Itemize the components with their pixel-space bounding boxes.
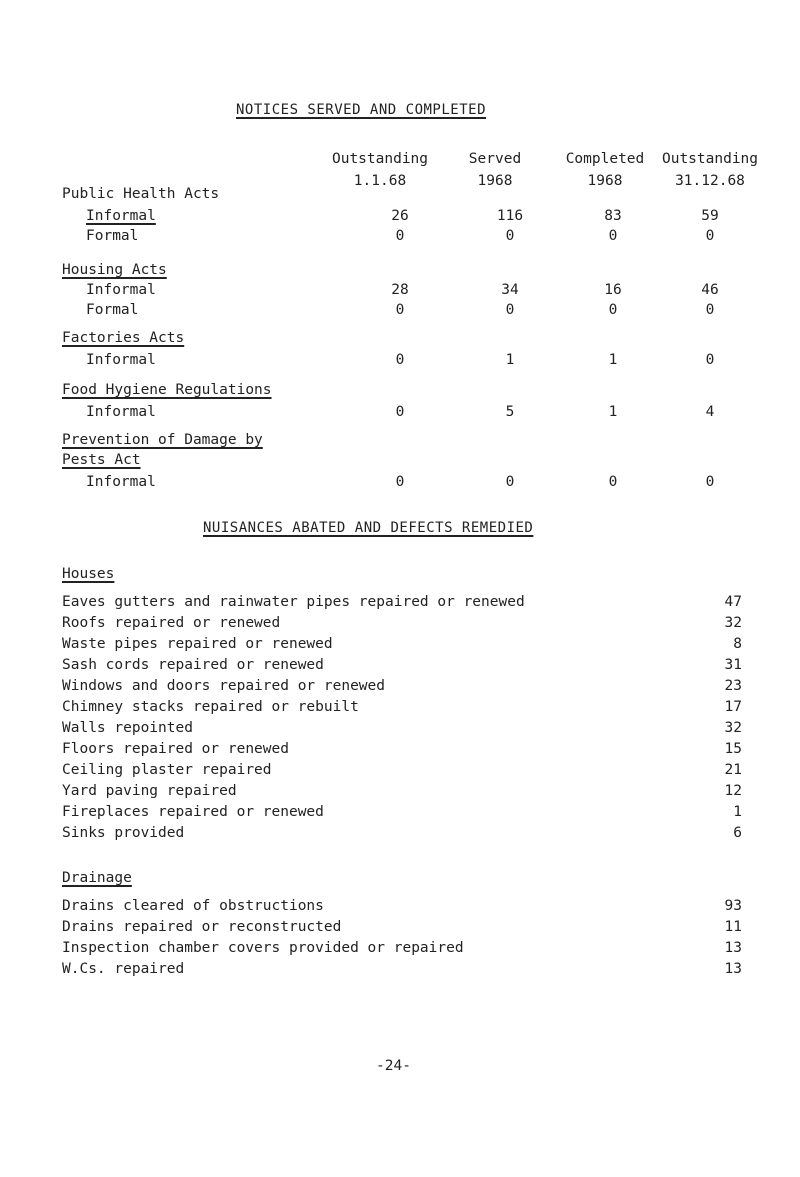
- item-value: 47: [724, 594, 742, 610]
- table-row: [0, 228, 800, 248]
- column-header-outstanding-start: [310, 148, 450, 192]
- list-item: [62, 594, 742, 614]
- column-header-outstanding-end: [640, 148, 780, 192]
- item-value: 1: [733, 804, 742, 820]
- item-text: Waste pipes repaired or renewed: [62, 636, 333, 652]
- list-item: [62, 741, 742, 761]
- cell-served: 34: [501, 282, 519, 298]
- item-value: 32: [724, 720, 742, 736]
- item-value: 13: [724, 940, 742, 956]
- list-item: [62, 940, 742, 960]
- houses-subheading: Houses: [62, 566, 115, 582]
- item-text: Walls repointed: [62, 720, 193, 736]
- item-value: 31: [724, 657, 742, 673]
- list-item: [62, 636, 742, 656]
- list-item: [62, 919, 742, 939]
- cell-outstanding-end: 0: [705, 228, 715, 244]
- row-label: Informal: [86, 474, 156, 490]
- row-label: Formal: [86, 302, 139, 318]
- section-title-pests-act: Pests Act: [62, 452, 141, 468]
- item-value: 12: [724, 783, 742, 799]
- notices-title: NOTICES SERVED AND COMPLETED: [236, 102, 487, 118]
- item-value: 15: [724, 741, 742, 757]
- item-value: 6: [733, 825, 742, 841]
- item-text: Floors repaired or renewed: [62, 741, 289, 757]
- cell-outstanding-end: 4: [705, 404, 715, 420]
- column-header-line2: 1968: [477, 173, 513, 189]
- nuisances-title: NUISANCES ABATED AND DEFECTS REMEDIED: [203, 520, 534, 536]
- cell-outstanding-start: 28: [391, 282, 409, 298]
- list-item: [62, 783, 742, 803]
- cell-outstanding-start: 0: [395, 474, 405, 490]
- section-title-food-hygiene-regulations: Food Hygiene Regulations: [62, 382, 272, 398]
- row-label: Informal: [86, 208, 156, 224]
- cell-served: 0: [505, 474, 515, 490]
- column-header-line2: 1.1.68: [353, 173, 407, 189]
- item-text: Yard paving repaired: [62, 783, 237, 799]
- list-item: [62, 678, 742, 698]
- table-row: [0, 404, 800, 424]
- cell-completed: 0: [608, 474, 618, 490]
- section-title-prevention-of-damage: Prevention of Damage by: [62, 432, 263, 448]
- column-header-served: [440, 148, 550, 192]
- column-header-line1: Outstanding: [331, 151, 429, 167]
- item-text: Sash cords repaired or renewed: [62, 657, 324, 673]
- cell-served: 116: [496, 208, 524, 224]
- item-text: Eaves gutters and rainwater pipes repaired or renewed: [62, 594, 525, 610]
- table-row: [0, 474, 800, 494]
- item-text: Fireplaces repaired or renewed: [62, 804, 324, 820]
- row-label: Informal: [86, 352, 156, 368]
- list-item: [62, 615, 742, 635]
- cell-served: 0: [505, 228, 515, 244]
- item-value: 13: [724, 961, 742, 977]
- item-text: Ceiling plaster repaired: [62, 762, 272, 778]
- section-title-housing-acts: Housing Acts: [62, 262, 167, 278]
- cell-outstanding-start: 0: [395, 352, 405, 368]
- item-value: 17: [724, 699, 742, 715]
- cell-outstanding-end: 0: [705, 352, 715, 368]
- item-value: 23: [724, 678, 742, 694]
- item-text: Inspection chamber covers provided or repaired: [62, 940, 464, 956]
- cell-outstanding-end: 59: [701, 208, 719, 224]
- cell-completed: 0: [608, 228, 618, 244]
- cell-outstanding-end: 0: [705, 474, 715, 490]
- table-row: [0, 352, 800, 372]
- item-text: Drains cleared of obstructions: [62, 898, 324, 914]
- cell-completed: 1: [608, 352, 618, 368]
- cell-outstanding-start: 0: [395, 228, 405, 244]
- section-title-factories-acts: Factories Acts: [62, 330, 185, 346]
- cell-completed: 83: [604, 208, 622, 224]
- item-text: Drains repaired or reconstructed: [62, 919, 342, 935]
- list-item: [62, 657, 742, 677]
- list-item: [62, 961, 742, 981]
- list-item: [62, 699, 742, 719]
- cell-completed: 16: [604, 282, 622, 298]
- page-number: -24-: [376, 1058, 411, 1074]
- cell-served: 5: [505, 404, 515, 420]
- item-value: 93: [724, 898, 742, 914]
- cell-completed: 0: [608, 302, 618, 318]
- cell-outstanding-end: 0: [705, 302, 715, 318]
- table-row: [0, 282, 800, 302]
- item-text: W.Cs. repaired: [62, 961, 185, 977]
- list-item: [62, 720, 742, 740]
- row-label: Informal: [86, 282, 156, 298]
- cell-outstanding-start: 0: [395, 404, 405, 420]
- row-label: Informal: [86, 404, 156, 420]
- table-row: [0, 302, 800, 322]
- column-header-line1: Served: [468, 151, 522, 167]
- table-row: [0, 208, 800, 228]
- item-value: 32: [724, 615, 742, 631]
- section-title-public-health-acts: Public Health Acts: [62, 186, 220, 202]
- list-item: [62, 825, 742, 845]
- list-item: [62, 898, 742, 918]
- list-item: [62, 804, 742, 824]
- item-value: 11: [724, 919, 742, 935]
- column-header-line1: Completed: [565, 151, 645, 167]
- column-header-line2: 1968: [587, 173, 623, 189]
- column-header-line1: Outstanding: [661, 151, 759, 167]
- item-text: Chimney stacks repaired or rebuilt: [62, 699, 359, 715]
- list-item: [62, 762, 742, 782]
- drainage-subheading: Drainage: [62, 870, 132, 886]
- item-value: 21: [724, 762, 742, 778]
- item-text: Sinks provided: [62, 825, 185, 841]
- cell-completed: 1: [608, 404, 618, 420]
- cell-served: 0: [505, 302, 515, 318]
- column-header-line2: 31.12.68: [675, 173, 745, 189]
- item-text: Windows and doors repaired or renewed: [62, 678, 386, 694]
- cell-outstanding-end: 46: [701, 282, 719, 298]
- row-label: Formal: [86, 228, 139, 244]
- cell-outstanding-start: 26: [391, 208, 409, 224]
- cell-served: 1: [505, 352, 515, 368]
- item-value: 8: [733, 636, 742, 652]
- cell-outstanding-start: 0: [395, 302, 405, 318]
- item-text: Roofs repaired or renewed: [62, 615, 281, 631]
